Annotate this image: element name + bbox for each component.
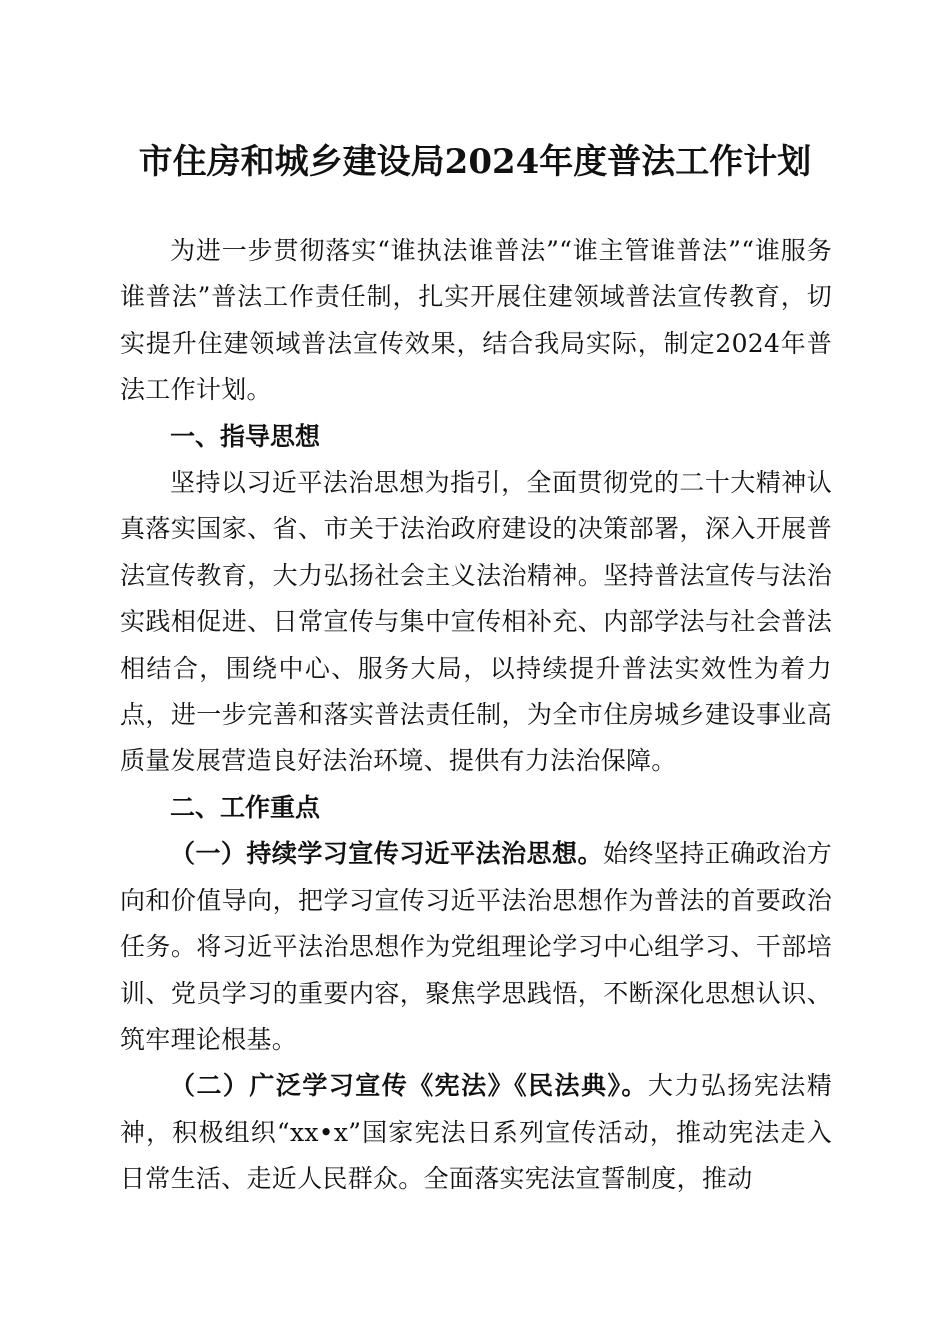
guiding-ideology-paragraph: 坚持以习近平法治思想为指引，全面贯彻党的二十大精神认真落实国家、省、市关于法治政府建设的决策部署，深入开展普法宣传教育，大力弘扬社会主义法治精神。坚持普法宣传与法治实践相促进、日常宣传与集中宣传相补充、内部学法与社会普法相结合，围绕中心、服务大局，以持续提升普法实效性为着力点，进一步完善和落实普法责任制，为全市住房城乡建设事业高质量发展营造良好法治环境、提供有力法治保障。	[120, 468, 832, 776]
document-title: 市住房和城乡建设局2024年度普法工作计划	[138, 142, 812, 182]
section-heading-guiding-ideology: 一、指导思想	[170, 421, 321, 451]
work-item-1-paragraph	[120, 831, 832, 1063]
work-item-1-lead: （一）持续学习宣传习近平法治思想。	[170, 839, 603, 869]
work-item-2-text: 大力弘扬宪法精神，积极组织“xx•x”国家宪法日系列宣传活动，推动宪法走入日常生活、走近人民群众。全面落实宪法宣誓制度，推动	[120, 1071, 832, 1194]
intro-paragraph: 为进一步贯彻落实“谁执法谁普法”“谁主管谁普法”“谁服务谁普法”普法工作责任制，扎实开展住建领域普法宣传教育，切实提升住建领域普法宣传效果，结合我局实际，制定2024年普法工作计划。	[120, 236, 832, 405]
section-heading-work-focus: 二、工作重点	[170, 792, 321, 822]
work-item-2-lead: （二）广泛学习宣传《宪法》《民法典》。	[170, 1071, 648, 1101]
document-body	[120, 228, 832, 1203]
work-item-2-paragraph	[120, 1063, 832, 1202]
work-item-1-text: 始终坚持正确政治方向和价值导向，把学习宣传习近平法治思想作为普法的首要政治任务。将习近平法治思想作为党组理论学习中心组学习、干部培训、党员学习的重要内容，聚焦学思践悟，不断深化思想认识、筑牢理论根基。	[120, 839, 832, 1054]
